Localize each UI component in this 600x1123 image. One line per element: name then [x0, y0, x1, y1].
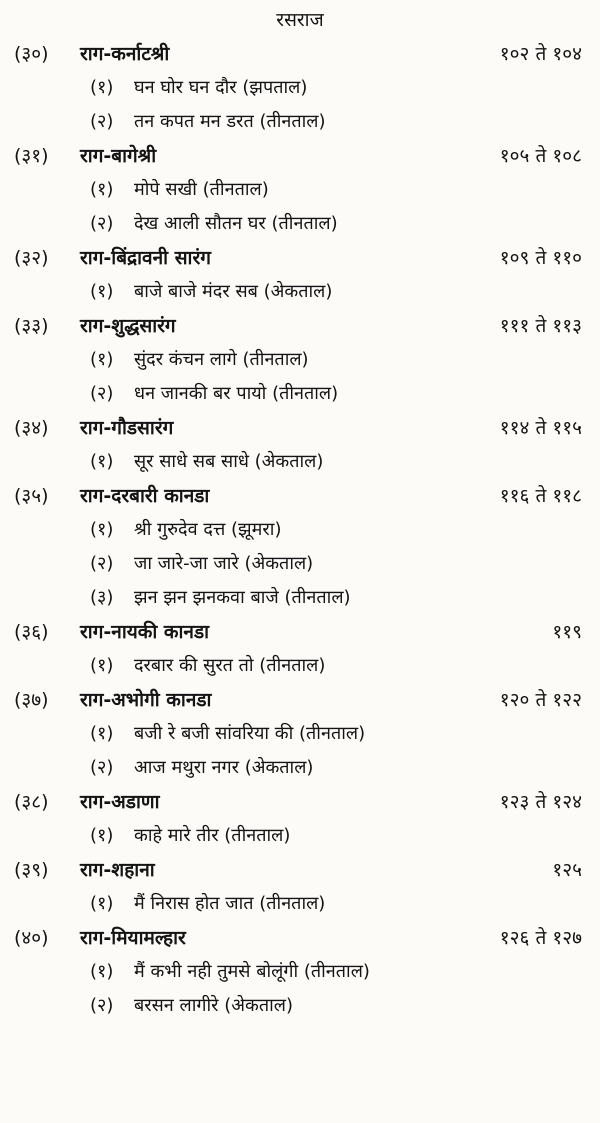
song-number: (१) — [90, 655, 114, 676]
song-entry — [0, 512, 600, 546]
song-title: जा जारे-जा जारे (अेकताल) — [134, 553, 314, 574]
song-entry — [0, 172, 600, 206]
raga-number: (३१) — [14, 145, 49, 167]
song-entry — [0, 70, 600, 104]
raga-entry — [0, 36, 600, 70]
raga-name: राग-कर्नाटश्री — [80, 43, 170, 65]
raga-number: (३२) — [14, 247, 49, 269]
song-number: (३) — [90, 587, 114, 608]
song-entry — [0, 104, 600, 138]
song-title: मैं निरास होत जात (तीनताल) — [134, 893, 326, 914]
raga-name: राग-मियामल्हार — [80, 927, 186, 949]
song-title: झन झन झनकवा बाजे (तीनताल) — [134, 587, 351, 608]
song-entry — [0, 648, 600, 682]
raga-entry — [0, 240, 600, 274]
song-entry — [0, 206, 600, 240]
song-title: आज मथुरा नगर (अेकताल) — [134, 757, 314, 778]
page-title: रसराज — [276, 9, 324, 31]
raga-name: राग-गौडसारंग — [80, 417, 174, 439]
song-entry — [0, 716, 600, 750]
raga-entry — [0, 138, 600, 172]
song-title: घन घोर घन दौर (झपताल) — [134, 77, 308, 98]
song-number: (१) — [90, 349, 114, 370]
song-title: बजी रे बजी सांवरिया की (तीनताल) — [134, 723, 366, 744]
page-range: १०९ ते ११० — [499, 247, 582, 269]
song-number: (१) — [90, 281, 114, 302]
song-number: (२) — [90, 995, 114, 1016]
raga-number: (३६) — [14, 621, 49, 643]
song-entry — [0, 376, 600, 410]
raga-name: राग-बागेश्री — [80, 145, 157, 167]
song-title: मैं कभी नही तुमसे बोलूंगी (तीनताल) — [134, 961, 370, 982]
raga-number: (३५) — [14, 485, 49, 507]
song-entry — [0, 954, 600, 988]
page-range: १०५ ते १०८ — [499, 145, 582, 167]
raga-name: राग-अडाणा — [80, 791, 160, 813]
contents-list — [0, 36, 600, 1022]
page-range: १२६ ते १२७ — [499, 927, 582, 949]
raga-number: (३०) — [14, 43, 49, 65]
raga-number: (३८) — [14, 791, 49, 813]
song-title: बाजे बाजे मंदर सब (अेकताल) — [134, 281, 333, 302]
song-entry — [0, 886, 600, 920]
raga-name: राग-बिंद्रावनी सारंग — [80, 247, 211, 269]
song-entry — [0, 274, 600, 308]
song-title: दरबार की सुरत तो (तीनताल) — [134, 655, 326, 676]
song-entry — [0, 818, 600, 852]
raga-entry — [0, 478, 600, 512]
song-number: (१) — [90, 961, 114, 982]
raga-entry — [0, 784, 600, 818]
song-title: देख आली सौतन घर (तीनताल) — [134, 213, 338, 234]
page-range: १११ ते ११३ — [499, 315, 582, 337]
song-entry — [0, 444, 600, 478]
song-entry — [0, 546, 600, 580]
page-range: ११६ ते ११८ — [499, 485, 582, 507]
raga-name: राग-शहाना — [80, 859, 155, 881]
page-range: १२३ ते १२४ — [499, 791, 582, 813]
raga-entry — [0, 852, 600, 886]
song-number: (२) — [90, 213, 114, 234]
song-entry — [0, 750, 600, 784]
song-title: सुंदर कंचन लागे (तीनताल) — [134, 349, 309, 370]
raga-entry — [0, 410, 600, 444]
song-number: (१) — [90, 723, 114, 744]
song-number: (२) — [90, 383, 114, 404]
song-number: (१) — [90, 825, 114, 846]
page-range: ११९ — [552, 621, 582, 643]
raga-number: (३३) — [14, 315, 49, 337]
raga-entry — [0, 614, 600, 648]
raga-entry — [0, 308, 600, 342]
song-entry — [0, 342, 600, 376]
raga-number: (४०) — [14, 927, 49, 949]
song-number: (२) — [90, 757, 114, 778]
page-range: ११४ ते ११५ — [499, 417, 582, 439]
song-title: सूर साधे सब साधे (अेकताल) — [134, 451, 324, 472]
song-entry — [0, 988, 600, 1022]
raga-name: राग-नायकी कानडा — [80, 621, 210, 643]
song-title: मोपे सखी (तीनताल) — [134, 179, 269, 200]
song-title: श्री गुरुदेव दत्त (झूमरा) — [134, 519, 282, 540]
raga-name: राग-दरबारी कानडा — [80, 485, 210, 507]
raga-number: (३९) — [14, 859, 49, 881]
page-range: १०२ ते १०४ — [499, 43, 582, 65]
song-number: (२) — [90, 553, 114, 574]
song-number: (१) — [90, 893, 114, 914]
page-range: १२५ — [552, 859, 582, 881]
song-title: काहे मारे तीर (तीनताल) — [134, 825, 291, 846]
song-number: (२) — [90, 111, 114, 132]
raga-entry — [0, 682, 600, 716]
song-entry — [0, 580, 600, 614]
song-title: बरसन लागीरे (अेकताल) — [134, 995, 294, 1016]
song-number: (१) — [90, 77, 114, 98]
song-title: धन जानकी बर पायो (तीनताल) — [134, 383, 339, 404]
raga-number: (३४) — [14, 417, 49, 439]
song-number: (१) — [90, 451, 114, 472]
raga-name: राग-अभोगी कानडा — [80, 689, 212, 711]
raga-name: राग-शुद्धसारंग — [80, 315, 176, 337]
song-title: तन कपत मन डरत (तीनताल) — [134, 111, 326, 132]
raga-entry — [0, 920, 600, 954]
song-number: (१) — [90, 519, 114, 540]
page-range: १२० ते १२२ — [499, 689, 582, 711]
raga-number: (३७) — [14, 689, 49, 711]
song-number: (१) — [90, 179, 114, 200]
